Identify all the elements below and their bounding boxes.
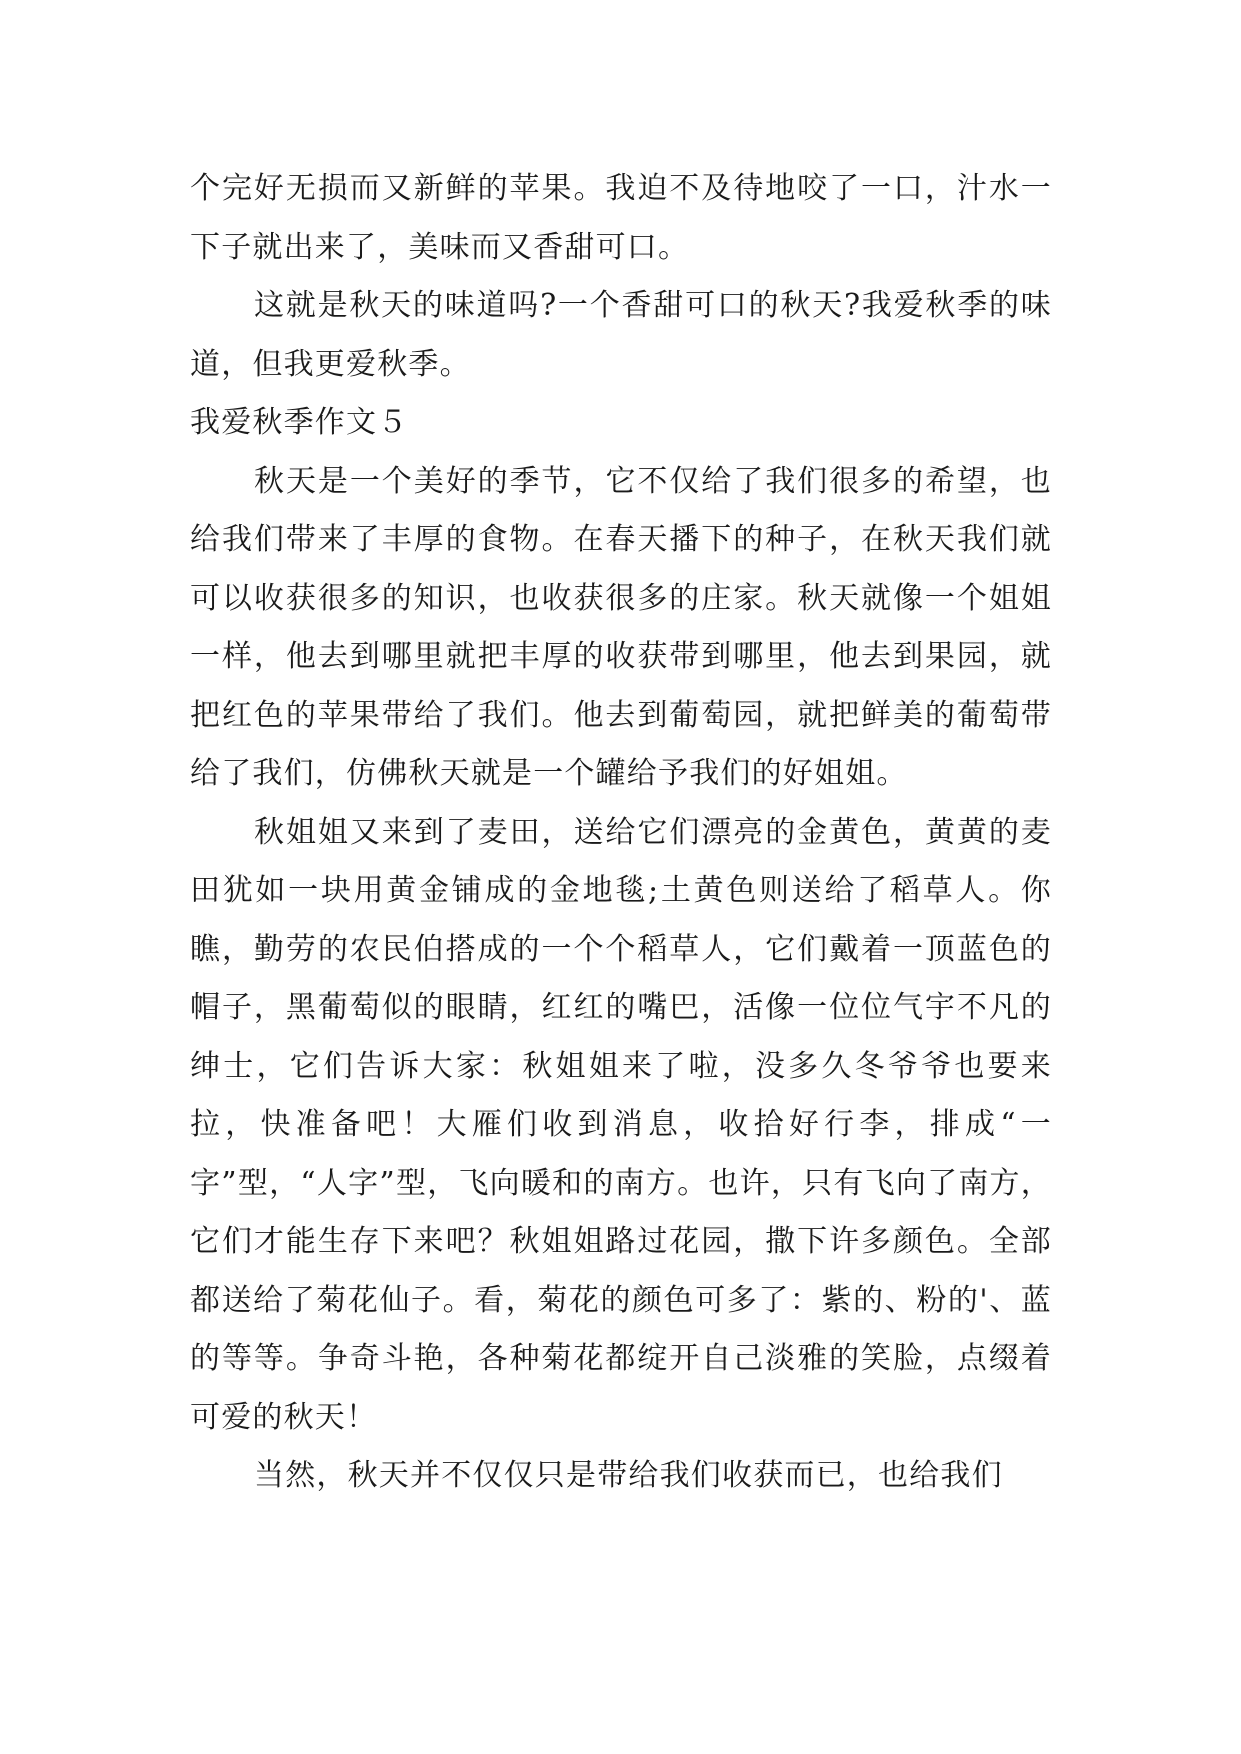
document-page xyxy=(190,160,1052,1506)
paragraph-taste-of-autumn: 这就是秋天的味道吗?一个香甜可口的秋天?我爱秋季的味道，但我更爱秋季。 xyxy=(190,288,1052,382)
paragraph-autumn-season: 秋天是一个美好的季节，它不仅给了我们很多的希望，也给我们带来了丰厚的食物。在春天播下的种子，在秋天我们就可以收获很多的知识，也收获很多的庄家。秋天就像一个姐姐一样，他去到哪里就把丰厚的收获带到哪里，他去到果园，就把红色的苹果带给了我们。他去到葡萄园，就把鲜美的葡萄带给了我们，仿佛秋天就是一个罐给予我们的好姐姐。 xyxy=(190,463,1052,791)
essay-heading: 我爱秋季作文５ xyxy=(190,405,409,440)
paragraph-autumn-sister: 秋姐姐又来到了麦田，送给它们漂亮的金黄色，黄黄的麦田犹如一块用黄金铺成的金地毯;土黄色则送给了稻草人。你瞧，勤劳的农民伯搭成的一个个稻草人，它们戴着一顶蓝色的帽子，黑葡萄似的眼睛，红红的嘴巴，活像一位位气宇不凡的绅士，它们告诉大家：秋姐姐来了啦，没多久冬爷爷也要来拉，快准备吧！大雁们收到消息，收拾好行李，排成“一字”型，“人字”型，飞向暖和的南方。也许，只有飞向了南方，它们才能生存下来吧？秋姐姐路过花园，撒下许多颜色。全部都送给了菊花仙子。看，菊花的颜色可多了：紫的、粉的'、蓝的等等。争奇斗艳，各种菊花都绽开自己淡雅的笑脸，点缀着可爱的秋天！ xyxy=(190,814,1052,1435)
paragraph-apple: 个完好无损而又新鲜的苹果。我迫不及待地咬了一口，汁水一下子就出来了，美味而又香甜可口。 xyxy=(190,171,1052,265)
paragraph-of-course: 当然，秋天并不仅仅只是带给我们收获而已，也给我们 xyxy=(254,1458,1003,1493)
